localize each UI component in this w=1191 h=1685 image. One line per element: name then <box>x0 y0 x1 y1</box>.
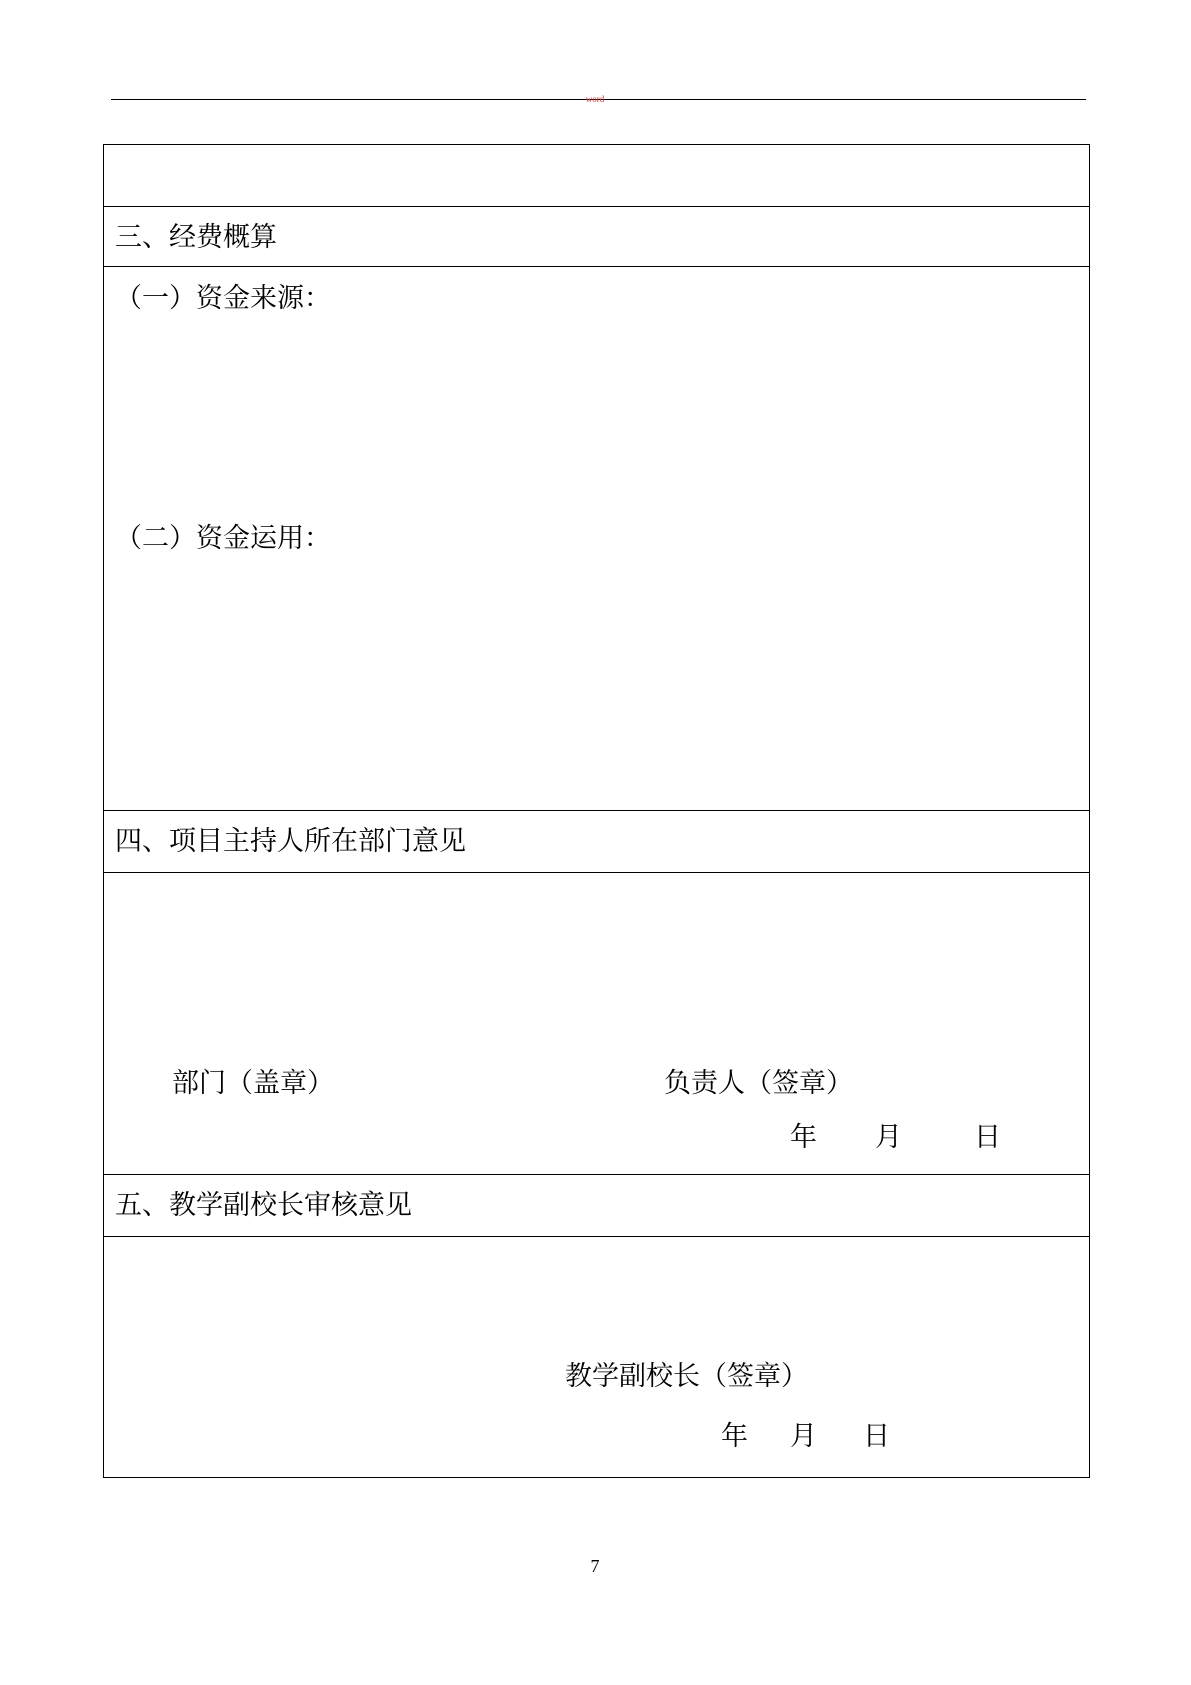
approval-form-table <box>103 144 1090 1478</box>
section-4-content-cell[interactable] <box>104 873 1089 1175</box>
date-year-label: 年 <box>721 1421 748 1452</box>
date-day-label: 日 <box>974 1122 1001 1153</box>
date-year-label: 年 <box>790 1122 817 1153</box>
section-3-heading-row <box>104 207 1089 267</box>
funding-source-label: （一）资金来源： <box>115 283 331 314</box>
date-month-label: 月 <box>875 1122 902 1153</box>
vice-principal-sign-label: 教学副校长（签章） <box>565 1361 808 1392</box>
empty-top-row[interactable] <box>104 145 1089 207</box>
date-day-label: 日 <box>863 1421 890 1452</box>
section-3-title: 三、经费概算 <box>115 222 277 253</box>
section-5-heading-row <box>104 1175 1089 1237</box>
department-stamp-label: 部门（盖章） <box>172 1068 334 1099</box>
page-number: 7 <box>590 1556 600 1576</box>
funding-use-label: （二）资金运用： <box>115 523 331 554</box>
header-watermark: word <box>585 94 605 104</box>
section-4-title: 四、项目主持人所在部门意见 <box>115 826 466 857</box>
section-5-content-cell[interactable] <box>104 1237 1089 1477</box>
responsible-person-sign-label: 负责人（签章） <box>664 1068 853 1099</box>
section-3-content-cell[interactable] <box>104 267 1089 811</box>
date-month-label: 月 <box>790 1421 817 1452</box>
section-5-title: 五、教学副校长审核意见 <box>115 1190 412 1221</box>
section-4-heading-row <box>104 811 1089 873</box>
